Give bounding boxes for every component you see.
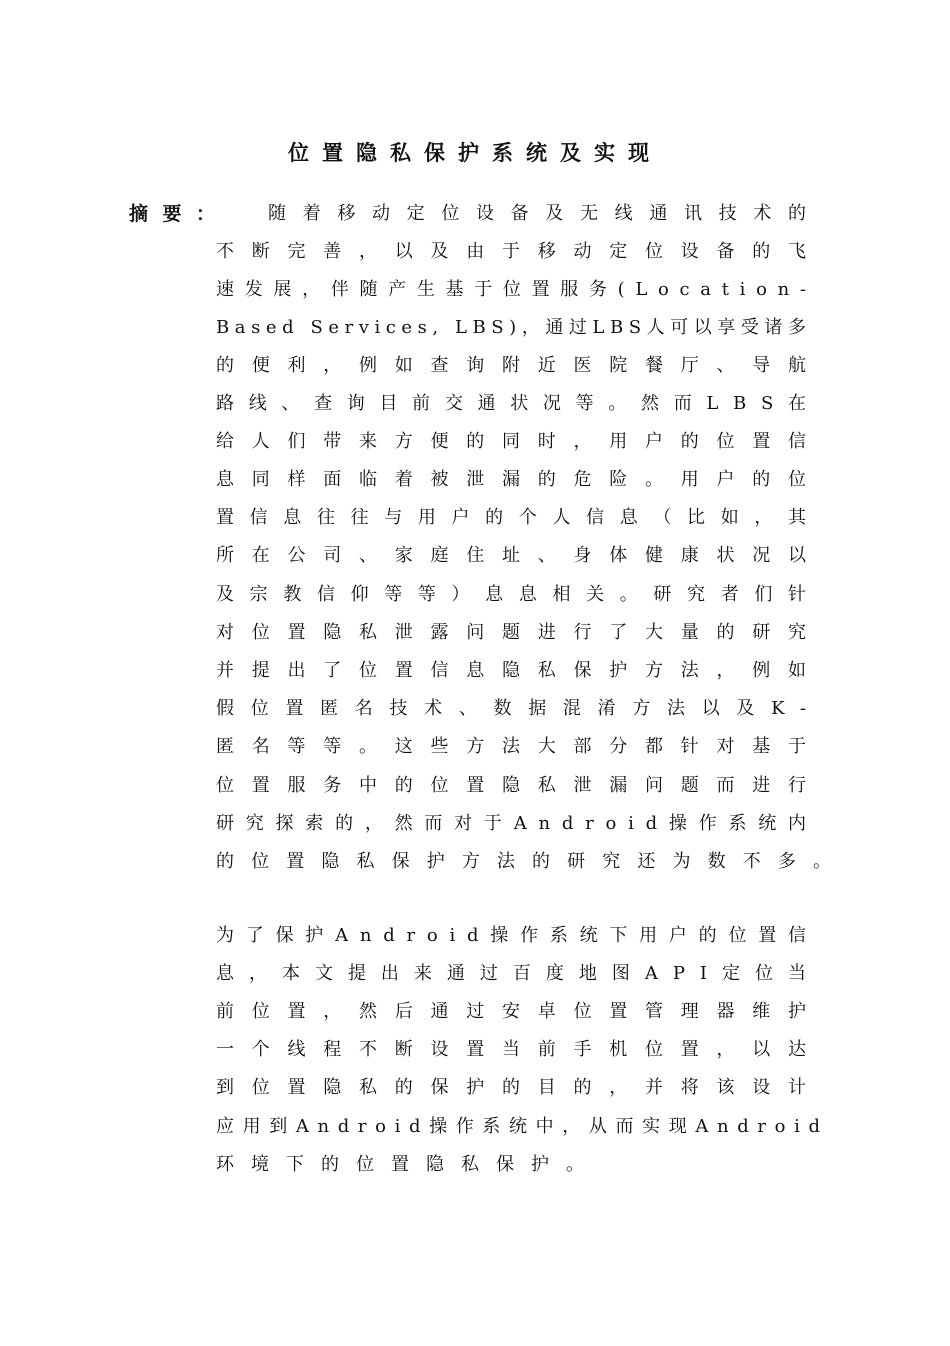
abstract-line: 环境下的位置隐私保护。 xyxy=(216,1154,601,1175)
abstract-line: 匿名等等。这些方法大部分都针对基于 xyxy=(216,736,824,757)
abstract-line: 到位置隐私的保护的目的，并将该设计 xyxy=(216,1077,824,1098)
abstract-line: 速发展，伴随产生基于位置服务(Location- xyxy=(216,279,817,300)
abstract-label-char-2: 要 xyxy=(162,203,182,225)
abstract-line: 前位置，然后通过安卓位置管理器维护 xyxy=(216,1001,824,1022)
abstract-line: 的位置隐私保护方法的研究还为数不多。 xyxy=(216,851,849,872)
abstract-line: 的便利，例如查询附近医院餐厅、导航 xyxy=(216,355,824,376)
abstract-label xyxy=(129,199,215,226)
abstract-line: 息，本文提出来通过百度地图API定位当 xyxy=(216,963,821,984)
document-title: 位置隐私保护系统及实现 xyxy=(288,141,662,165)
abstract-line: 及宗教信仰等等）息息相关。研究者们针 xyxy=(216,584,822,605)
abstract-label-char-1: 摘 xyxy=(129,203,149,225)
abstract-line: 对位置隐私泄露问题进行了大量的研究 xyxy=(216,622,824,643)
abstract-line: 给人们带来方便的同时，用户的位置信 xyxy=(216,431,824,452)
abstract-line: 一个线程不断设置当前手机位置，以达 xyxy=(216,1039,824,1060)
abstract-line: 不断完善，以及由于移动定位设备的飞 xyxy=(216,241,824,262)
abstract-line: 路线、查询目前交通状况等。然而LBS在 xyxy=(216,393,821,414)
abstract-line: 息同样面临着被泄漏的危险。用户的位 xyxy=(216,469,824,490)
abstract-line: 研究探索的，然而对于Android操作系统内 xyxy=(216,813,818,834)
abstract-line: Based Services, LBS)，通过LBS人可以享受诸多 xyxy=(216,317,812,338)
abstract-label-char-3: ： xyxy=(195,203,215,225)
abstract-line: 所在公司、家庭住址、身体健康状况以 xyxy=(216,545,824,566)
abstract-line: 应用到Android操作系统中，从而实现Android xyxy=(216,1116,829,1137)
abstract-line: 并提出了位置信息隐私保护方法，例如 xyxy=(216,660,824,681)
abstract-line: 置信息往往与用户的个人信息（比如，其 xyxy=(216,507,822,528)
abstract-line: 假位置匿名技术、数据混淆方法以及K- xyxy=(216,698,823,719)
abstract-line: 随着移动定位设备及无线通讯技术的 xyxy=(268,203,823,224)
abstract-line: 位置服务中的位置隐私泄漏问题而进行 xyxy=(216,775,824,796)
abstract-line: 为了保护Android操作系统下用户的位置信 xyxy=(216,925,818,946)
